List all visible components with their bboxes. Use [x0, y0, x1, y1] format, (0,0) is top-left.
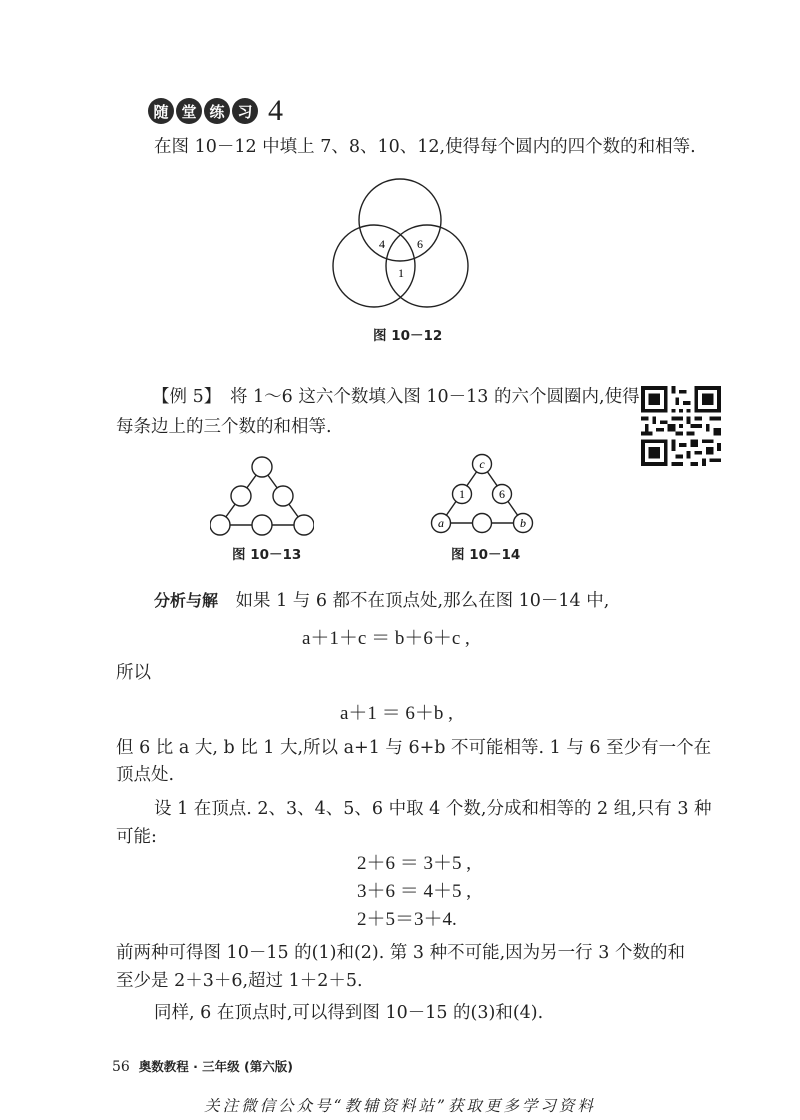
example-5-line1: 【例 5】 将 1～6 这六个数填入图 10－13 的六个圆圈内,使得: [152, 387, 640, 407]
exercise-prompt: 在图 10－12 中填上 7、8、10、12,使得每个圆内的四个数的和相等.: [154, 137, 696, 157]
equation-2: a＋1 ＝ 6＋b ,: [340, 703, 453, 724]
qr-code: [640, 386, 722, 466]
figure-10-14: [430, 450, 534, 542]
region-number-right: 6: [417, 237, 423, 251]
node-bottom-mid: [252, 515, 272, 535]
section-title: [148, 94, 283, 127]
page-footer: [112, 1057, 293, 1075]
page-number: 56: [112, 1059, 130, 1075]
watermark-text: 关注微信公众号“教辅资料站”获取更多学习资料: [204, 1097, 596, 1115]
paragraph-4-line1: 前两种可得图 10－15 的(1)和(2). 第 3 种不可能,因为另一行 3 个数的和: [116, 943, 685, 963]
book-title: 奥数教程 · 三年级 (第六版): [138, 1059, 293, 1074]
circle-top: [359, 179, 441, 261]
equation-1: a＋1＋c ＝ b＋6＋c ,: [302, 628, 470, 649]
figure-10-12: [325, 170, 475, 315]
equation-5: 2＋5＝3＋4.: [357, 909, 457, 930]
title-badge-4: 习: [232, 98, 258, 124]
paragraph-3-line1: 设 1 在顶点. 2、3、4、5、6 中取 4 个数,分成和相等的 2 组,只有 3 种: [154, 799, 712, 819]
region-number-left: 4: [379, 237, 385, 251]
node-top: [252, 457, 272, 477]
region-number-bottom: 1: [398, 266, 404, 280]
figure-10-13: [210, 450, 314, 542]
title-badge-1: 随: [148, 98, 174, 124]
label-6: 6: [499, 487, 505, 501]
label-b: b: [520, 516, 526, 530]
analysis-heading: 分析与解: [154, 591, 219, 610]
title-number: 4: [268, 94, 283, 127]
equation-3: 2＋6 ＝ 3＋5 ,: [357, 853, 472, 874]
figure-10-12-caption: 图 10－12: [373, 328, 443, 344]
analysis-intro: [154, 586, 609, 616]
node-right-mid: [273, 486, 293, 506]
node-left-mid: [231, 486, 251, 506]
paragraph-2-line1: 但 6 比 a 大, b 比 1 大,所以 a+1 与 6+b 不可能相等. 1 与 6 至少有一个在: [116, 738, 712, 758]
paragraph-3-line2: 可能:: [116, 827, 157, 847]
node-bottom-left: [210, 515, 230, 535]
title-badge-2: 堂: [176, 98, 202, 124]
paragraph-2-line2: 顶点处.: [116, 765, 175, 785]
example-5-line2: 每条边上的三个数的和相等.: [116, 417, 332, 437]
so-text: 所以: [116, 663, 151, 683]
label-1: 1: [459, 487, 465, 501]
title-badge-3: 练: [204, 98, 230, 124]
label-a: a: [438, 516, 444, 530]
node-bottom-right: [294, 515, 314, 535]
figure-10-14-caption: 图 10－14: [451, 547, 521, 563]
analysis-intro-text: 如果 1 与 6 都不在顶点处,那么在图 10－14 中,: [218, 591, 610, 611]
paragraph-4-line2: 至少是 2＋3＋6,超过 1＋2＋5.: [116, 971, 363, 991]
equation-4: 3＋6 ＝ 4＋5 ,: [357, 881, 472, 902]
figure-10-13-caption: 图 10－13: [232, 547, 302, 563]
label-c: c: [479, 457, 485, 471]
paragraph-5: 同样, 6 在顶点时,可以得到图 10－15 的(3)和(4).: [154, 1003, 544, 1023]
